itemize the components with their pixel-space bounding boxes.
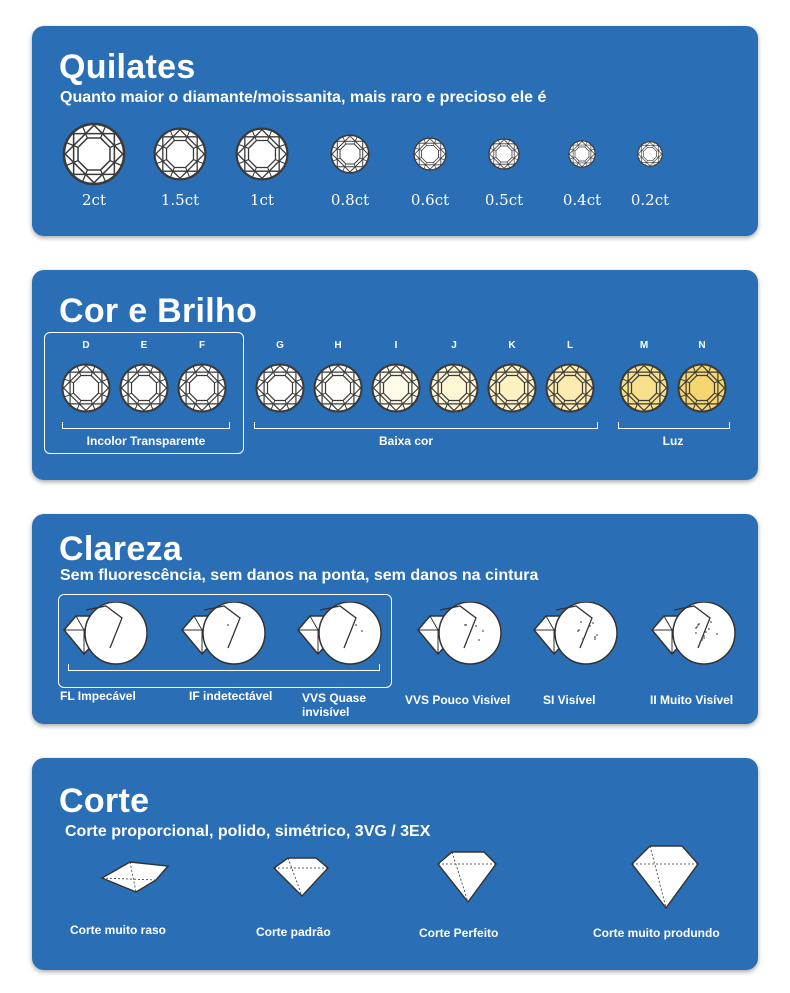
carat-label-3: 1ct [250,191,274,209]
color-gem-f [177,363,227,418]
carat-gem-5 [413,137,447,176]
carat-label-8: 0.2ct [630,191,670,209]
color-grade-f: F [198,340,206,351]
low-color-bracket [254,422,598,429]
clarity-label-if: IF indetectável [189,689,273,703]
color-gem-e [119,363,169,418]
clarity-label-ii: II Muito Visível [650,693,734,707]
cut-subtitle: Corte proporcional, polido, simétrico, 3VG / 3EX [65,823,431,840]
color-gem-g [255,363,305,418]
clarity-label-vvs1: VVS Quase invisível [302,691,367,719]
color-grade-n: N [698,340,706,351]
color-gem-i [371,363,421,418]
color-gem-l [545,363,595,418]
color-grade-j: J [451,340,457,351]
clarity-gem-1 [62,602,148,677]
carat-label-7: 0.4ct [562,191,602,209]
cut-label-standard: Corte padrão [256,925,331,939]
group-low-color: Baixa cor [378,434,434,448]
clarity-gem-6 [650,602,736,677]
carat-gem-4 [330,134,370,179]
color-grade-k: K [508,340,516,351]
carat-label-6: 0.5ct [484,191,524,209]
clarity-subtitle: Sem fluorescência, sem danos na ponta, sem danos na cintura [60,567,539,584]
color-grade-d: D [82,340,90,351]
carat-subtitle: Quanto maior o diamante/moissanita, mais raro e precioso ele é [60,89,547,106]
color-grade-l: L [566,340,574,351]
color-grade-g: G [276,340,284,351]
clarity-gem-2 [180,602,266,677]
cut-label-deep: Corte muito produndo [593,926,720,940]
color-gem-h [313,363,363,418]
clarity-gem-4 [416,602,502,677]
carat-gem-8 [637,141,663,172]
cut-label-perfect: Corte Perfeito [419,926,499,940]
clarity-panel [32,514,758,724]
color-panel [32,270,758,480]
light-bracket [618,422,730,429]
clarity-label-si: SI Visível [543,693,596,707]
carat-gem-7 [568,140,596,173]
cut-panel [32,758,758,970]
carat-gem-3 [235,127,289,186]
carat-gem-1 [62,122,126,191]
clarity-gem-5 [532,602,618,677]
clarity-gem-3 [296,602,382,677]
group-colorless: Incolor Transparente [86,434,206,448]
color-gem-m [619,363,669,418]
color-grade-m: M [639,340,649,351]
color-gem-d [61,363,111,418]
cut-label-shallow: Corte muito raso [70,923,167,937]
carat-panel [32,26,758,236]
color-grade-h: H [334,340,342,351]
carat-gem-2 [153,127,207,186]
color-title: Cor e Brilho [59,292,258,330]
clarity-label-vvs2: VVS Pouco Visível [405,693,511,707]
color-gem-n [677,363,727,418]
carat-title: Quilates [59,48,196,86]
clarity-title: Clareza [59,530,183,568]
carat-label-1: 2ct [82,191,106,209]
color-grade-e: E [140,340,148,351]
cut-diagram-1 [98,858,178,903]
cut-title: Corte [59,782,150,820]
cut-diagram-4 [626,844,706,919]
carat-label-5: 0.6ct [410,191,450,209]
group-light: Luz [662,434,684,448]
carat-label-2: 1.5ct [160,191,200,209]
cut-diagram-2 [266,854,336,905]
carat-label-4: 0.8ct [330,191,370,209]
cut-diagram-3 [432,850,502,911]
carat-gem-6 [488,138,520,175]
color-gem-k [487,363,537,418]
clarity-label-fl: FL Impecável [60,689,136,703]
colorless-bracket [62,422,230,429]
color-gem-j [429,363,479,418]
color-grade-i: I [394,340,398,351]
